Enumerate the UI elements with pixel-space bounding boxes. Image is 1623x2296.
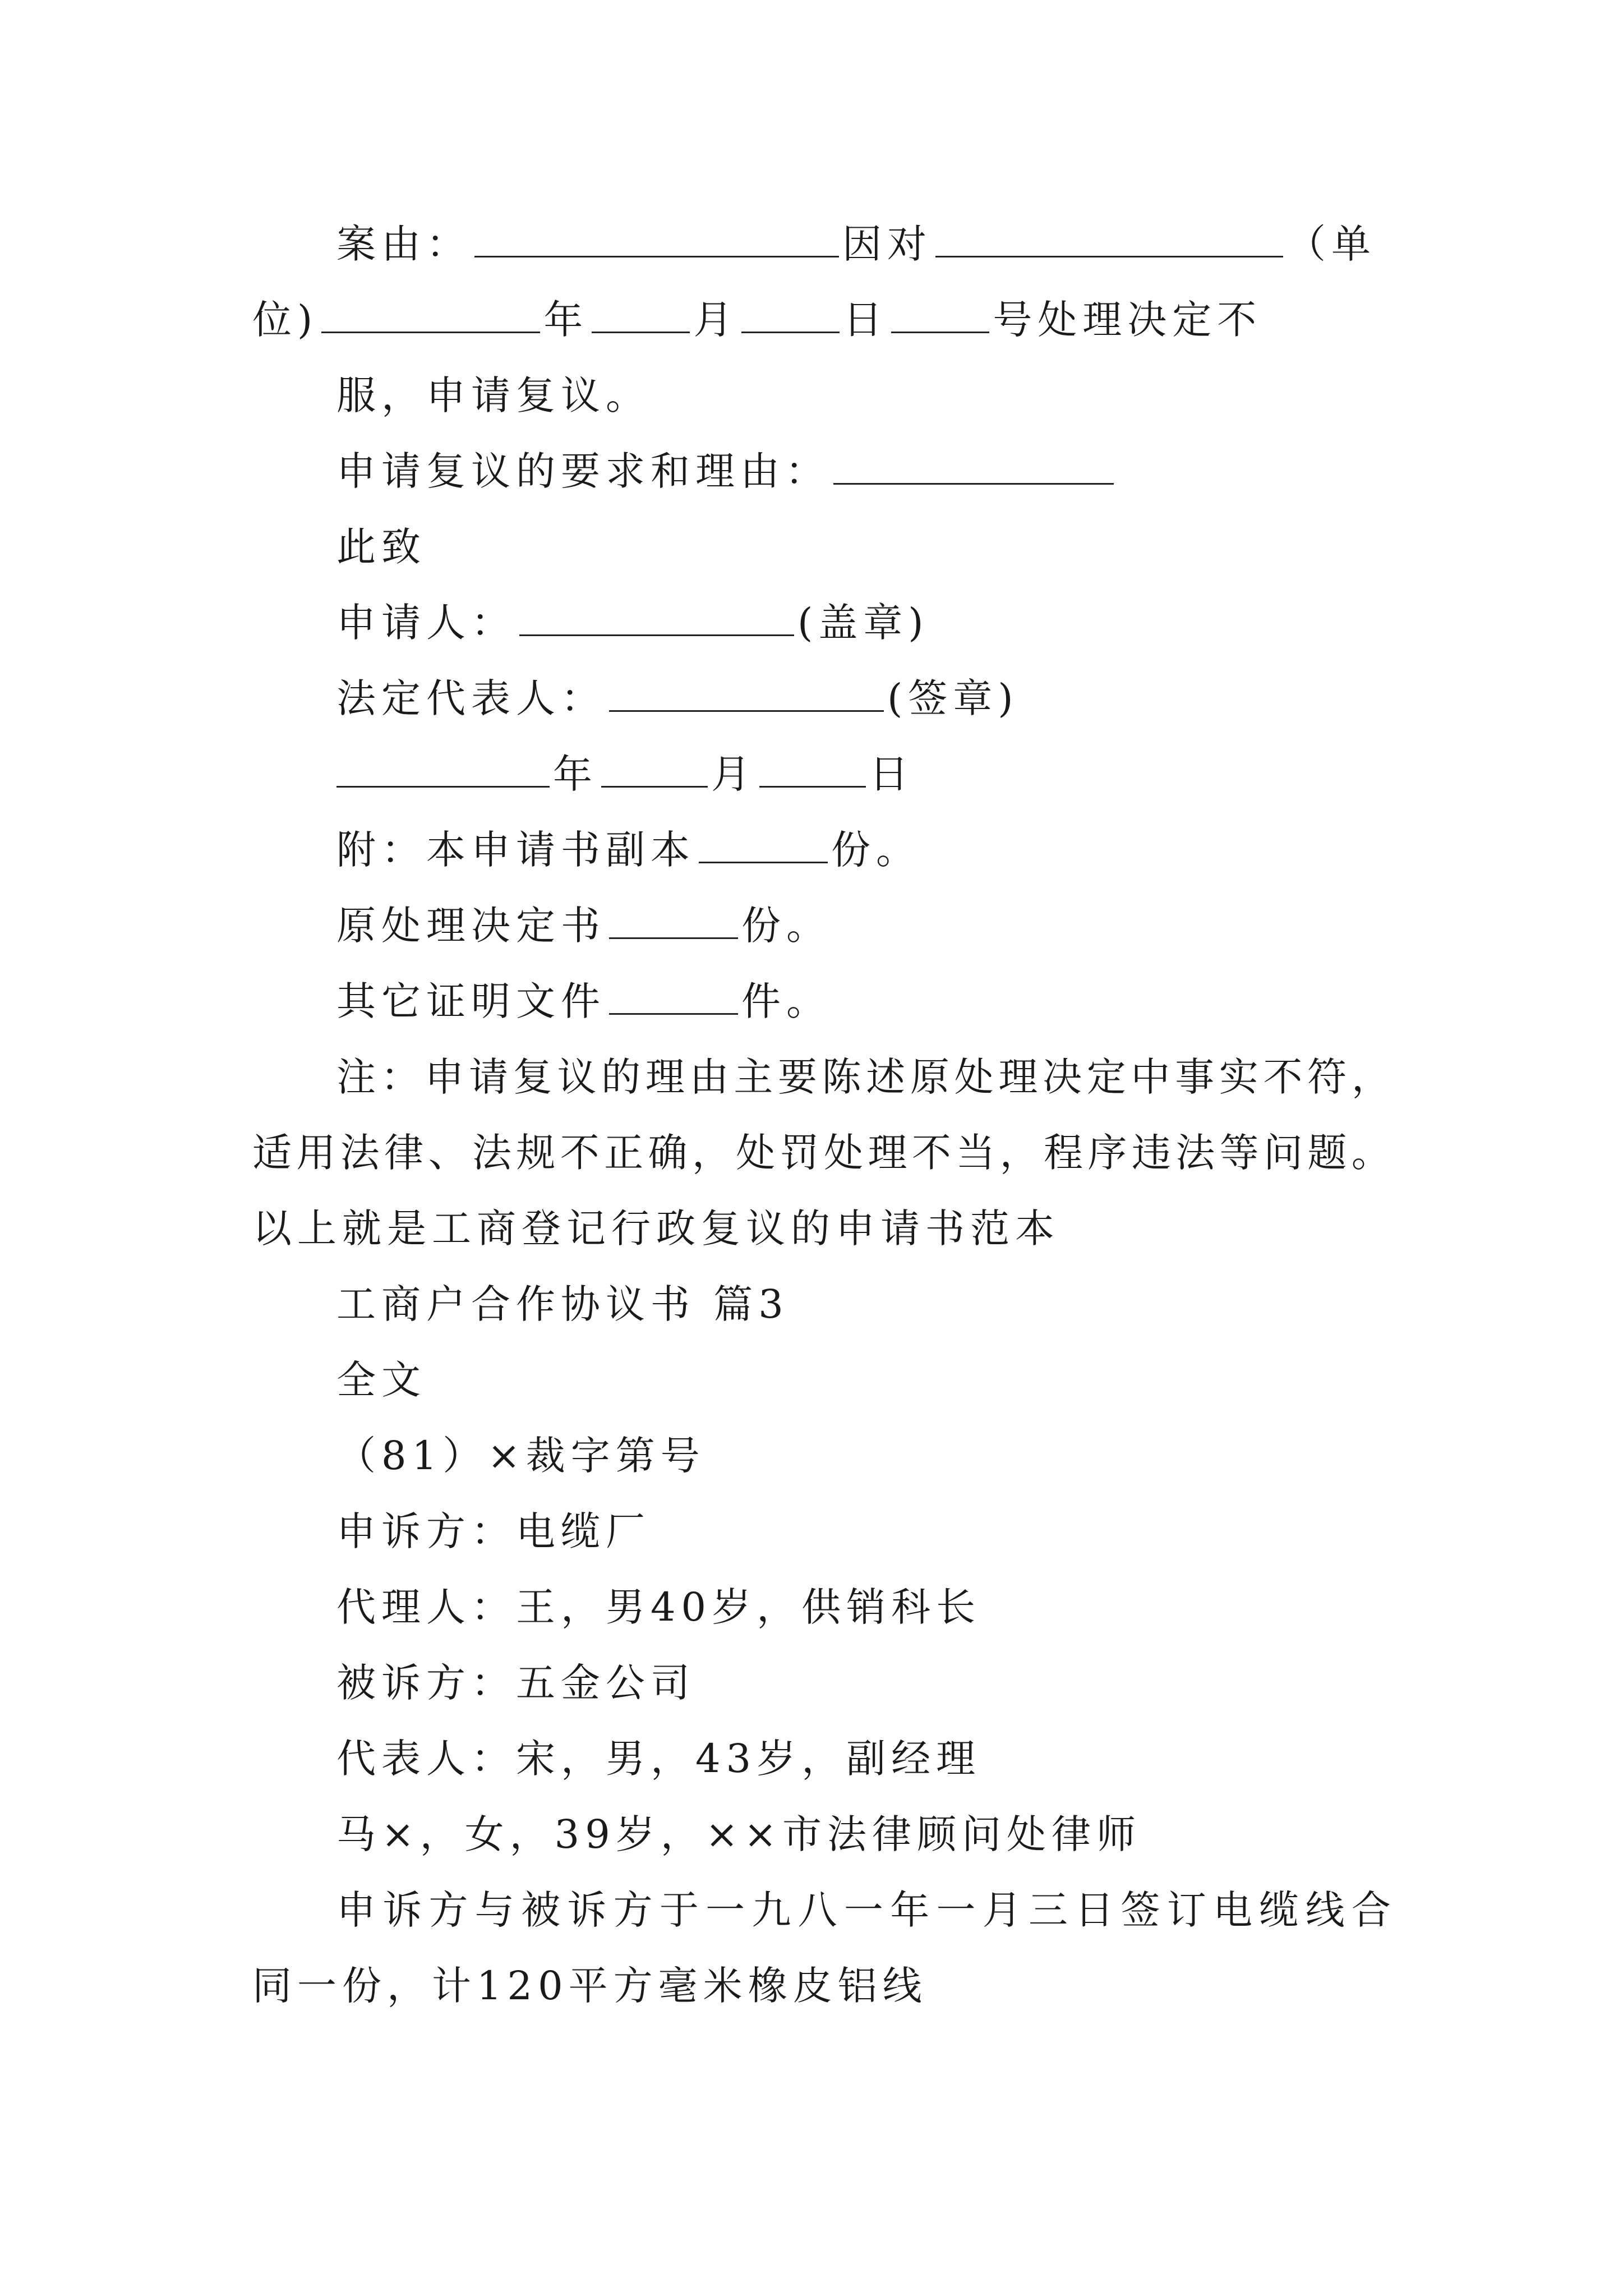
decision-label: 号处理决定不 xyxy=(993,297,1262,343)
month-blank xyxy=(592,292,690,333)
decision-date-line xyxy=(252,292,1391,348)
case-reason-label: 案由： xyxy=(336,221,471,267)
original-decision-line xyxy=(336,898,1391,954)
original-unit-label: 份。 xyxy=(741,903,831,949)
applicant-blank xyxy=(519,595,794,636)
sign-month-label: 月 xyxy=(711,751,756,797)
sign-month-blank xyxy=(601,747,708,788)
request-reason-line xyxy=(336,443,1391,499)
unit-label-start: （单 xyxy=(1287,221,1376,267)
number-blank xyxy=(891,292,989,333)
body-line-2: 同一份，计120平方毫米橡皮铝线 xyxy=(252,1963,928,2009)
note-line-1: 注 ： 申 请 复 议 的 理 由 主 要 陈 述 原 处 理 决 定 中 事 实 不 符 ， xyxy=(336,1054,1391,1100)
year-blank xyxy=(321,292,540,333)
sign-year-blank xyxy=(336,747,550,788)
full-text-label: 全文 xyxy=(336,1357,426,1403)
case-number: （81）×裁字第号 xyxy=(336,1433,706,1479)
seal-label: (盖章) xyxy=(797,600,929,646)
day-label: 日 xyxy=(843,297,888,343)
because-label: 因对 xyxy=(842,221,932,267)
attachment-copy-line xyxy=(336,822,1391,878)
case-reason-line xyxy=(336,216,1391,272)
signature-label: (签章) xyxy=(887,675,1019,721)
other-docs-line xyxy=(336,973,1391,1029)
attachment-copy-label: 附：本申请书副本 xyxy=(336,827,695,873)
salutation-line: 此致 xyxy=(336,524,426,570)
other-unit-label: 件。 xyxy=(741,978,831,1024)
sign-year-label: 年 xyxy=(553,751,598,797)
sign-date-line xyxy=(336,746,1391,802)
request-reason-blank xyxy=(833,444,1114,485)
original-count-blank xyxy=(609,898,738,939)
note-line-3: 以上就是工商登记行政复议的申请书范本 xyxy=(252,1205,1060,1251)
sign-day-label: 日 xyxy=(869,751,914,797)
legal-rep-line xyxy=(336,670,1391,726)
apply-review-line: 服，申请复议。 xyxy=(336,372,651,418)
year-label: 年 xyxy=(543,297,589,343)
respondent: 被诉方：五金公司 xyxy=(336,1660,695,1706)
copy-count-blank xyxy=(699,822,828,863)
unit-label-end: 位) xyxy=(252,297,319,343)
sign-day-blank xyxy=(759,747,866,788)
body-line-1: 申 诉 方 与 被 诉 方 于 一 九 八 一 年 一 月 三 日 签 订 电 缆 线 合 xyxy=(336,1887,1391,1933)
note-line-2: 适 用 法 律 、 法 规 不 正 确 ， 处 罚 处 理 不 当 ， 程 序 违 法 等 问 题 。 xyxy=(252,1130,1391,1176)
section-heading: 工商户合作协议书 篇3 xyxy=(336,1281,789,1327)
applicant-label: 申请人： xyxy=(336,600,516,646)
complainant-agent: 代理人：王，男40岁，供销科长 xyxy=(336,1584,981,1630)
request-reason-label: 申请复议的要求和理由： xyxy=(336,448,830,494)
day-blank xyxy=(741,292,840,333)
case-reason-blank xyxy=(474,217,839,257)
legal-rep-label: 法定代表人： xyxy=(336,675,606,721)
respondent-representative: 代表人：宋，男，43岁，副经理 xyxy=(336,1736,981,1782)
other-docs-label: 其它证明文件 xyxy=(336,978,606,1024)
unit-blank xyxy=(935,217,1283,257)
original-decision-label: 原处理决定书 xyxy=(336,903,606,949)
copy-unit-label: 份。 xyxy=(831,827,921,873)
other-count-blank xyxy=(609,974,738,1015)
applicant-line xyxy=(336,595,1391,651)
lawyer: 马×，女，39岁，××市法律顾问处律师 xyxy=(336,1811,1142,1857)
legal-rep-blank xyxy=(609,671,884,712)
month-label: 月 xyxy=(693,297,739,343)
complainant: 申诉方：电缆厂 xyxy=(336,1508,651,1554)
